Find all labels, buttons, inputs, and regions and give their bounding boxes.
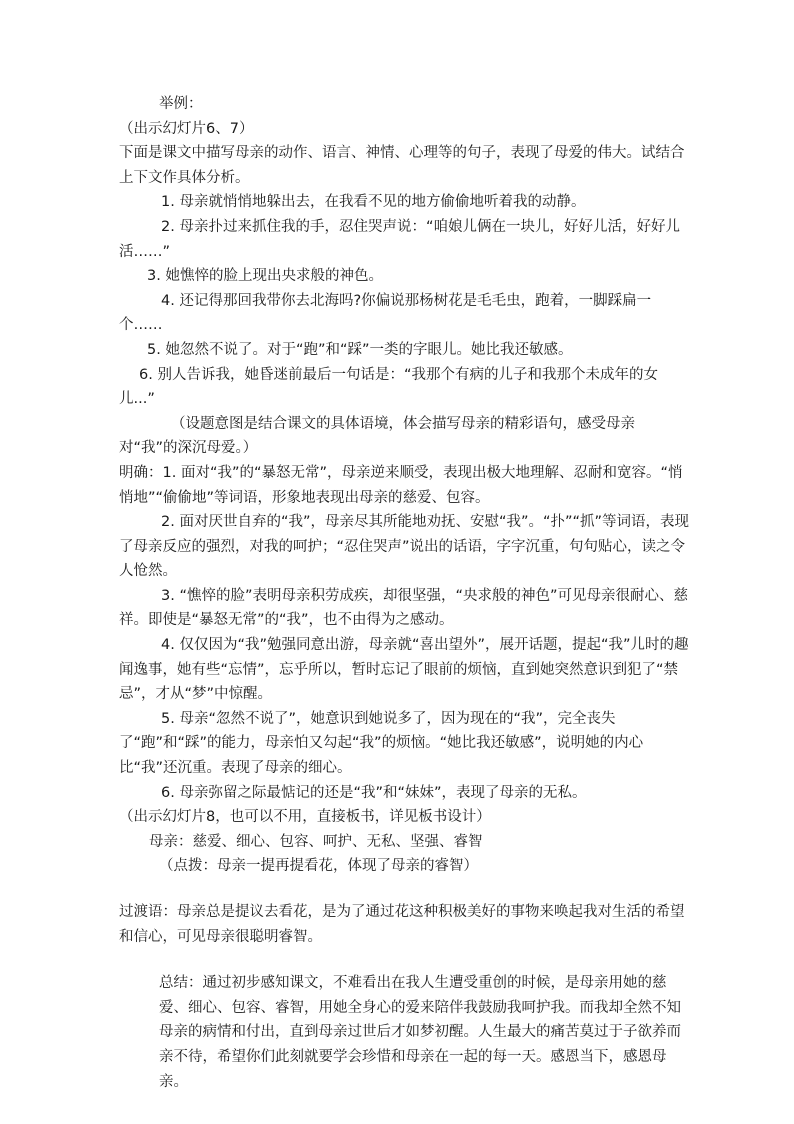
slide-reference-2: （出示幻灯片8，也可以不用，直接板书，详见板书设计） bbox=[119, 809, 491, 826]
clarification-1: 明确：1. 面对“我”的“暴怒无常”，母亲逆来顺受，表现出极大地理解、忍耐和宽容。“悄悄地”“偷偷地”等词语，形象地表现出母亲的慈爱、包容。 bbox=[119, 464, 683, 506]
intro-paragraph: 下面是课文中描写母亲的动作、语言、神情、心理等的句子，表现了母爱的伟大。试结合上下文作具体分析。 bbox=[119, 145, 685, 186]
sentence-item: 2. 母亲扑过来抓住我的手，忍住哭声说：“咱娘儿俩在一块儿，好好儿活，好好儿活……” bbox=[119, 218, 680, 260]
example-heading: 举例： bbox=[159, 96, 203, 112]
slide-reference: （出示幻灯片6、7） bbox=[119, 120, 254, 137]
sentence-item: 3. 她憔悴的脸上现出央求般的神色。 bbox=[147, 268, 383, 285]
clarification-2: 2. 面对厌世自弃的“我”，母亲尽其所能地劝抚、安慰“我”。“扑”“抓”等词语，表现了母亲反应的强烈，对我的呵护；“忍住哭声”说出的话语，字字沉重，句句贴心，读之令人怆然。 bbox=[119, 514, 690, 580]
clarification-6: 6. 母亲弥留之际最惦记的还是“我”和“妹妹”，表现了母亲的无私。 bbox=[161, 784, 587, 801]
transition-paragraph: 过渡语：母亲总是提议去看花，是为了通过花这种积极美好的事物来唤起我对生活的希望和信心，可见母亲很聪明睿智。 bbox=[119, 904, 685, 945]
document-page bbox=[119, 92, 691, 1094]
sentence-item: 1. 母亲就悄悄地躲出去，在我看不见的地方偷偷地听着我的动静。 bbox=[161, 194, 586, 211]
clarification-5: 5. 母亲“忽然不说了”，她意识到她说多了，因为现在的“我”，完全丧失了“跑”和“踩”的能力，母亲怕又勾起“我”的烦恼。“她比我还敏感”，说明她的内心比“我”还沉重。表现了母亲的细心。 bbox=[119, 710, 644, 777]
sentence-item: 4. 还记得那回我带你去北海吗?你偏说那杨树花是毛毛虫，跑着，一脚踩扁一个…… bbox=[119, 292, 652, 334]
sentence-item: 5. 她忽然不说了。对于“跑”和“踩”一类的字眼儿。她比我还敏感。 bbox=[147, 341, 573, 358]
summary-paragraph: 总结：通过初步感知课文，不难看出在我人生遭受重创的时候，是母亲用她的慈爱、细心、包容、睿智，用她全身心的爱来陪伴我鼓励我呵护我。而我却全然不知母亲的病情和付出，直到母亲过世后才如梦初醒。人生最大的痛苦莫过于子欲养而亲不待，希望你们此刻就要学会珍惜和母亲在一起的每一天。感恩当下，感恩母亲。 bbox=[159, 975, 681, 1090]
clarification-4: 4. 仅仅因为“我”勉强同意出游，母亲就“喜出望外”，展开话题，提起“我”儿时的趣闻逸事，她有些“忘情”，忘乎所以，暂时忘记了眼前的烦恼，直到她突然意识到犯了“禁忌”，才从“梦”中惊醒。 bbox=[119, 637, 689, 703]
mother-traits: 母亲：慈爱、细心、包容、呵护、无私、坚强、睿智 bbox=[149, 833, 483, 850]
sentence-item: 6. 别人告诉我，她昏迷前最后一句话是：“我那个有病的儿子和我那个未成年的女儿...” bbox=[119, 366, 658, 408]
clarification-3: 3. “憔悴的脸”表明母亲积劳成疾，却很坚强，“央求般的神色”可见母亲很耐心、慈祥。即使是“暴怒无常”的“我”，也不由得为之感动。 bbox=[119, 587, 688, 629]
hint-note: （点拨：母亲一提再提看花，体现了母亲的睿智） bbox=[159, 858, 478, 875]
design-intent: （设题意图是结合课文的具体语境，体会描写母亲的精彩语句，感受母亲对“我”的深沉母爱。） bbox=[119, 415, 635, 457]
